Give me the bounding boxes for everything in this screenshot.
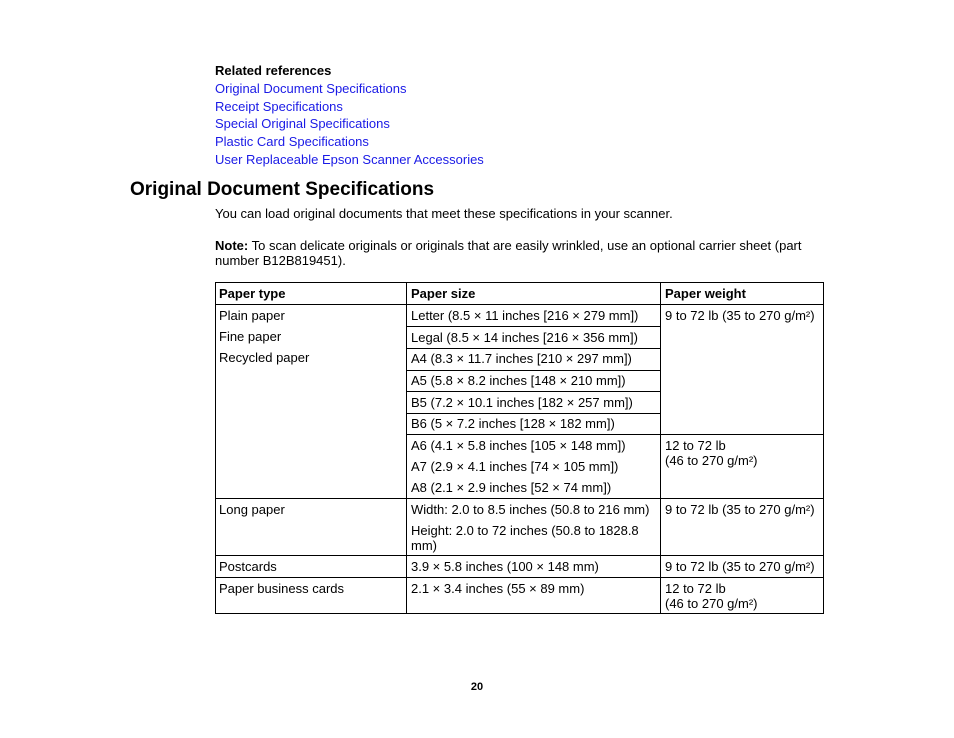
header-paper-weight: Paper weight [665, 286, 746, 301]
header-paper-type: Paper type [219, 286, 286, 301]
size-long-height: Height: 2.0 to 72 inches (50.8 to 1828.8 mm) [411, 523, 639, 553]
specifications-table [215, 282, 824, 614]
weight-postcards: 9 to 72 lb (35 to 270 g/m²) [665, 559, 815, 574]
size-legal: Legal (8.5 × 14 inches [216 × 356 mm]) [411, 330, 638, 345]
size-b6: B6 (5 × 7.2 inches [128 × 182 mm]) [411, 416, 615, 431]
weight-group2-line2: (46 to 270 g/m²) [665, 453, 758, 468]
weight-business-cards-line2: (46 to 270 g/m²) [665, 596, 758, 611]
link-special-original-specifications[interactable]: Special Original Specifications [215, 116, 390, 132]
size-a4: A4 (8.3 × 11.7 inches [210 × 297 mm]) [411, 351, 632, 366]
paper-type-recycled: Recycled paper [219, 350, 310, 365]
weight-group1: 9 to 72 lb (35 to 270 g/m²) [665, 308, 815, 323]
header-paper-size: Paper size [411, 286, 476, 301]
size-long-width: Width: 2.0 to 8.5 inches (50.8 to 216 mm) [411, 502, 650, 517]
weight-business-cards-line1: 12 to 72 lb [665, 581, 726, 596]
intro-text: You can load original documents that meet these specifications in your scanner. [215, 206, 673, 221]
size-a6: A6 (4.1 × 5.8 inches [105 × 148 mm]) [411, 438, 626, 453]
weight-group2-line1: 12 to 72 lb [665, 438, 726, 453]
paper-type-business-cards: Paper business cards [219, 581, 345, 596]
paper-type-long: Long paper [219, 502, 285, 517]
link-scanner-accessories[interactable]: User Replaceable Epson Scanner Accessories [215, 151, 484, 167]
note-paragraph [215, 238, 815, 268]
size-business-cards: 2.1 × 3.4 inches (55 × 89 mm) [411, 581, 585, 596]
paper-type-plain: Plain paper [219, 308, 285, 323]
size-postcards: 3.9 × 5.8 inches (100 × 148 mm) [411, 559, 599, 574]
link-original-document-specifications[interactable]: Original Document Specifications [215, 80, 407, 96]
link-plastic-card-specifications[interactable]: Plastic Card Specifications [215, 134, 369, 150]
weight-long: 9 to 72 lb (35 to 270 g/m²) [665, 502, 815, 517]
table-border-right [823, 282, 824, 614]
section-title: Original Document Specifications [130, 179, 435, 200]
size-a7: A7 (2.9 × 4.1 inches [74 × 105 mm]) [411, 459, 619, 474]
size-letter: Letter (8.5 × 11 inches [216 × 279 mm]) [411, 308, 639, 323]
size-b5: B5 (7.2 × 10.1 inches [182 × 257 mm]) [411, 395, 633, 410]
size-a5: A5 (5.8 × 8.2 inches [148 × 210 mm]) [411, 373, 626, 388]
paper-type-fine: Fine paper [219, 329, 282, 344]
paper-type-postcards: Postcards [219, 559, 277, 574]
related-references [215, 62, 484, 169]
note-label: Note: [215, 238, 249, 253]
note-text: To scan delicate originals or originals that are easily wrinkled, use an optional carrier sheet (part number B12B819451). [215, 238, 802, 268]
table-border-bottom [215, 613, 824, 614]
size-a8: A8 (2.1 × 2.9 inches [52 × 74 mm]) [411, 480, 612, 495]
related-references-heading: Related references [215, 63, 332, 78]
page-number: 20 [470, 681, 484, 693]
weight-business-cards [661, 578, 823, 611]
weight-group2 [661, 435, 823, 468]
link-receipt-specifications[interactable]: Receipt Specifications [215, 98, 343, 114]
